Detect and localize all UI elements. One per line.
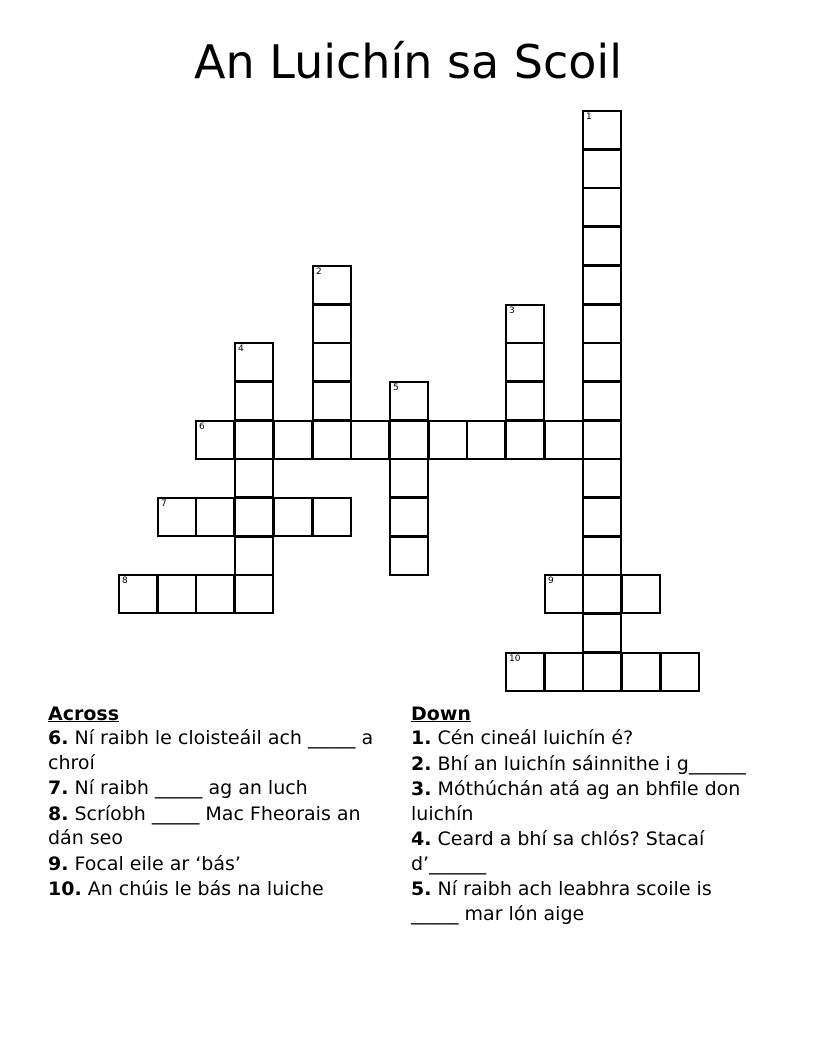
grid-cell[interactable] <box>312 381 352 421</box>
clue-text: Ní raibh ach leabhra scoile is _____ mar lón aige <box>411 878 712 925</box>
clue-across-10 <box>48 877 383 902</box>
clue-across-6 <box>48 726 383 775</box>
grid-cell[interactable] <box>234 342 274 382</box>
clue-number: 6. <box>48 727 69 749</box>
clue-down-5 <box>411 877 756 926</box>
grid-cell[interactable] <box>389 536 429 576</box>
grid-cell[interactable] <box>350 420 390 460</box>
grid-cell[interactable] <box>157 497 197 537</box>
cell-number: 1 <box>586 112 592 122</box>
grid-cell[interactable] <box>195 420 235 460</box>
clue-text: Bhí an luichín sáinnithe i g______ <box>437 752 746 775</box>
grid-cell[interactable] <box>312 342 352 382</box>
grid-cell[interactable] <box>660 652 700 692</box>
across-clues <box>48 702 383 903</box>
clue-text: Ní raibh le cloisteáil ach _____ a chroí <box>48 727 374 774</box>
grid-cell[interactable] <box>544 652 584 692</box>
grid-cell[interactable] <box>621 652 661 692</box>
grid-cell[interactable] <box>582 536 622 576</box>
clue-text: Ceard a bhí sa chlós? Stacaí d’______ <box>411 828 705 875</box>
clue-number: 9. <box>48 852 69 875</box>
grid-cell[interactable] <box>505 420 545 460</box>
grid-cell[interactable] <box>621 574 661 614</box>
grid-cell[interactable] <box>389 497 429 537</box>
grid-cell[interactable] <box>582 458 622 498</box>
cell-number: 5 <box>393 383 399 393</box>
clue-across-7 <box>48 776 383 801</box>
grid-cell[interactable] <box>273 420 313 460</box>
grid-cell[interactable] <box>582 304 622 344</box>
grid-cell[interactable] <box>505 381 545 421</box>
grid-cell[interactable] <box>234 536 274 576</box>
clue-text: Móthúchán atá ag an bhfile don luichín <box>411 778 741 825</box>
grid-cell[interactable] <box>582 420 622 460</box>
grid-cell[interactable] <box>389 458 429 498</box>
down-heading: Down <box>411 703 471 725</box>
clue-down-1 <box>411 726 756 751</box>
grid-cell[interactable] <box>312 265 352 305</box>
grid-cell[interactable] <box>582 226 622 266</box>
grid-cell[interactable] <box>544 574 584 614</box>
cell-number: 10 <box>509 654 521 664</box>
grid-cell[interactable] <box>582 497 622 537</box>
clue-across-8 <box>48 802 383 851</box>
clue-down-4 <box>411 827 756 876</box>
grid-cell[interactable] <box>544 420 584 460</box>
clue-text: An chúis le bás na luiche <box>87 878 324 900</box>
clue-text: Focal eile ar ‘bás’ <box>74 852 241 875</box>
grid-cell[interactable] <box>582 110 622 150</box>
puzzle-title: An Luichín sa Scoil <box>194 35 622 89</box>
across-heading: Across <box>48 703 120 725</box>
grid-cell[interactable] <box>505 652 545 692</box>
clue-down-2 <box>411 752 756 777</box>
clue-number: 7. <box>48 777 69 799</box>
cell-number: 3 <box>509 306 515 316</box>
clue-number: 8. <box>48 802 69 825</box>
clue-number: 5. <box>411 878 432 900</box>
clue-number: 10. <box>48 878 82 900</box>
clue-text: Ní raibh _____ ag an luch <box>74 777 308 799</box>
grid-cell[interactable] <box>195 574 235 614</box>
grid-cell[interactable] <box>312 304 352 344</box>
cell-number: 6 <box>199 422 205 432</box>
grid-cell[interactable] <box>234 420 274 460</box>
clue-number: 4. <box>411 828 432 850</box>
grid-cell[interactable] <box>234 497 274 537</box>
grid-cell[interactable] <box>234 381 274 421</box>
cell-number: 9 <box>548 576 554 586</box>
grid-cell[interactable] <box>582 652 622 692</box>
cell-number: 8 <box>122 576 128 586</box>
grid-cell[interactable] <box>428 420 468 460</box>
clue-text: Cén cineál luichín é? <box>437 727 634 749</box>
cell-number: 2 <box>316 267 322 277</box>
grid-cell[interactable] <box>234 574 274 614</box>
clue-number: 3. <box>411 778 432 800</box>
grid-cell[interactable] <box>505 342 545 382</box>
grid-cell[interactable] <box>466 420 506 460</box>
grid-cell[interactable] <box>195 497 235 537</box>
grid-cell[interactable] <box>582 574 622 614</box>
grid-cell[interactable] <box>582 187 622 227</box>
grid-cell[interactable] <box>582 613 622 653</box>
grid-cell[interactable] <box>312 497 352 537</box>
grid-cell[interactable] <box>273 497 313 537</box>
grid-cell[interactable] <box>389 420 429 460</box>
grid-cell[interactable] <box>312 420 352 460</box>
cell-number: 7 <box>161 499 167 509</box>
clue-down-3 <box>411 777 756 826</box>
grid-cell[interactable] <box>582 342 622 382</box>
clue-text: Scríobh _____ Mac Fheorais an dán seo <box>48 802 361 849</box>
clue-number: 2. <box>411 752 432 775</box>
grid-cell[interactable] <box>234 458 274 498</box>
clue-number: 1. <box>411 727 432 749</box>
grid-cell[interactable] <box>157 574 197 614</box>
grid-cell[interactable] <box>582 149 622 189</box>
grid-cell[interactable] <box>505 304 545 344</box>
clue-across-9 <box>48 852 383 877</box>
grid-cell[interactable] <box>389 381 429 421</box>
grid-cell[interactable] <box>118 574 158 614</box>
cell-number: 4 <box>238 344 244 354</box>
grid-cell[interactable] <box>582 265 622 305</box>
grid-cell[interactable] <box>582 381 622 421</box>
down-clues <box>411 702 756 927</box>
